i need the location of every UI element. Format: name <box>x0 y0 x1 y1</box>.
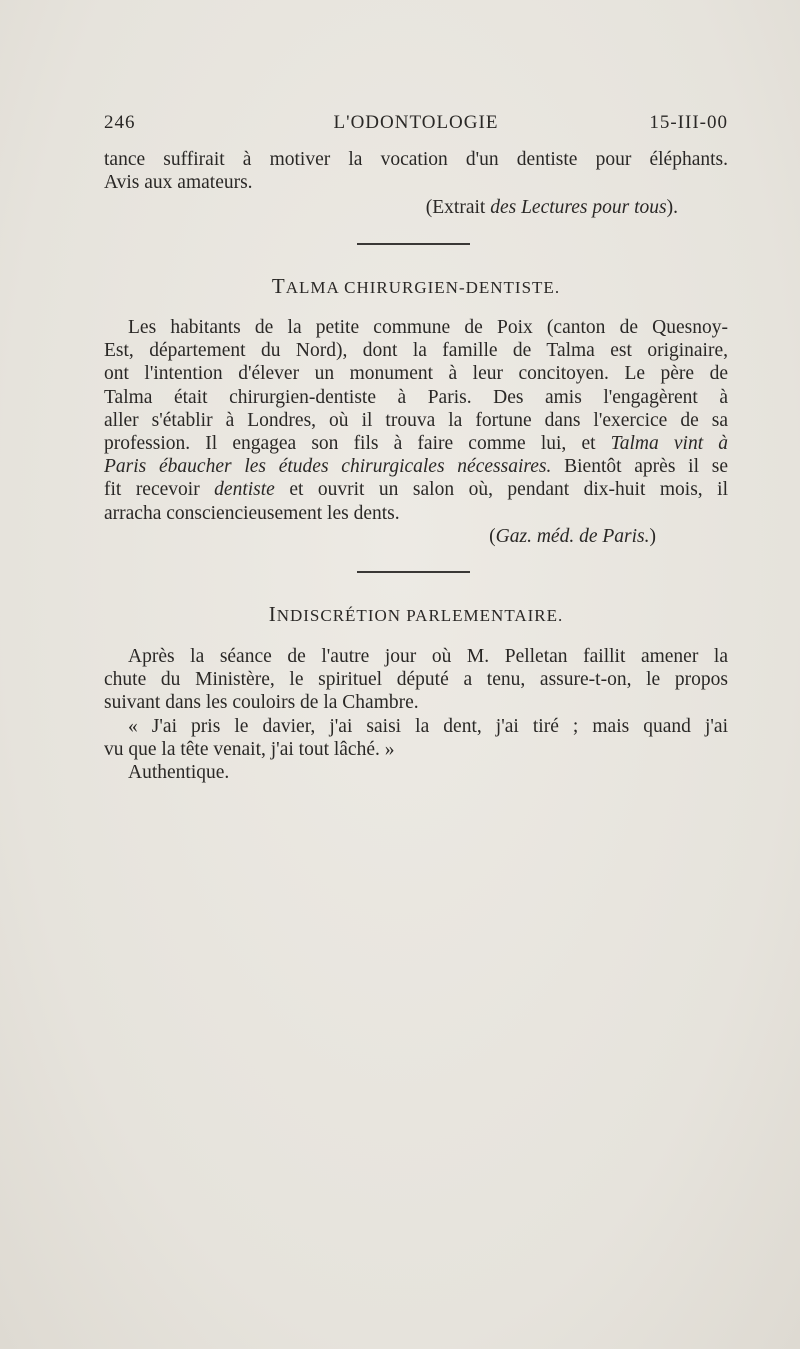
section-divider <box>357 571 470 573</box>
text-line: suivant dans les couloirs de la Chambre. <box>104 692 419 714</box>
text-line: « J'ai pris le davier, j'ai saisi la dent, j'ai tiré ; mais quand j'ai <box>128 715 728 737</box>
issue-date: 15-III-00 <box>649 112 728 133</box>
text-line: chute du Ministère, le spirituel député a tenu, assure-t-on, le propos <box>104 669 728 691</box>
text-line: tance suffirait à motiver la vocation d'un dentiste pour éléphants. <box>104 149 728 170</box>
section-title-talma: TALMA CHIRURGIEN-DENTISTE. <box>271 274 561 298</box>
running-header <box>104 112 728 140</box>
text-line: fit recevoir dentiste et ouvrit un salon où, pendant dix-huit mois, il <box>104 479 728 501</box>
text-line: Après la séance de l'autre jour où M. Pelletan faillit amener la <box>128 646 728 667</box>
text-line: vu que la tête venait, j'ai tout lâché. » <box>104 738 395 760</box>
text-line: ont l'intention d'élever un monument à leur concitoyen. Le père de <box>104 363 728 385</box>
continued-paragraph <box>104 148 728 220</box>
text-line: Est, département du Nord), dont la famille de Talma est originaire, <box>104 340 728 362</box>
text-line: arracha consciencieusement les dents. <box>104 502 400 524</box>
text-line: Avis aux amateurs. <box>104 172 253 194</box>
text-line: aller s'établir à Londres, où il trouva la fortune dans l'exercice de sa <box>104 409 728 431</box>
text-line: Authentique. <box>128 762 230 784</box>
text-line: Talma était chirurgien-dentiste à Paris. Des amis l'engagèrent à <box>104 386 728 408</box>
text-line: Les habitants de la petite commune de Poix (canton de Quesnoy- <box>128 317 728 338</box>
section-title-indiscretion: INDISCRÉTION PARLEMENTAIRE. <box>268 602 564 626</box>
text-line: Paris ébaucher les études chirurgicales nécessaires. Bientôt après il se <box>104 456 729 478</box>
citation: (Extrait des Lectures pour tous). <box>425 197 678 219</box>
page-number: 246 <box>104 112 136 133</box>
talma-paragraph <box>104 316 728 548</box>
text-line: profession. Il engagea son fils à faire comme lui, et Talma vint à <box>104 433 729 455</box>
journal-title: L'ODONTOLOGIE <box>333 112 499 133</box>
section-divider <box>357 243 470 245</box>
indiscretion-paragraph <box>104 645 728 784</box>
citation: (Gaz. méd. de Paris.) <box>489 525 656 547</box>
